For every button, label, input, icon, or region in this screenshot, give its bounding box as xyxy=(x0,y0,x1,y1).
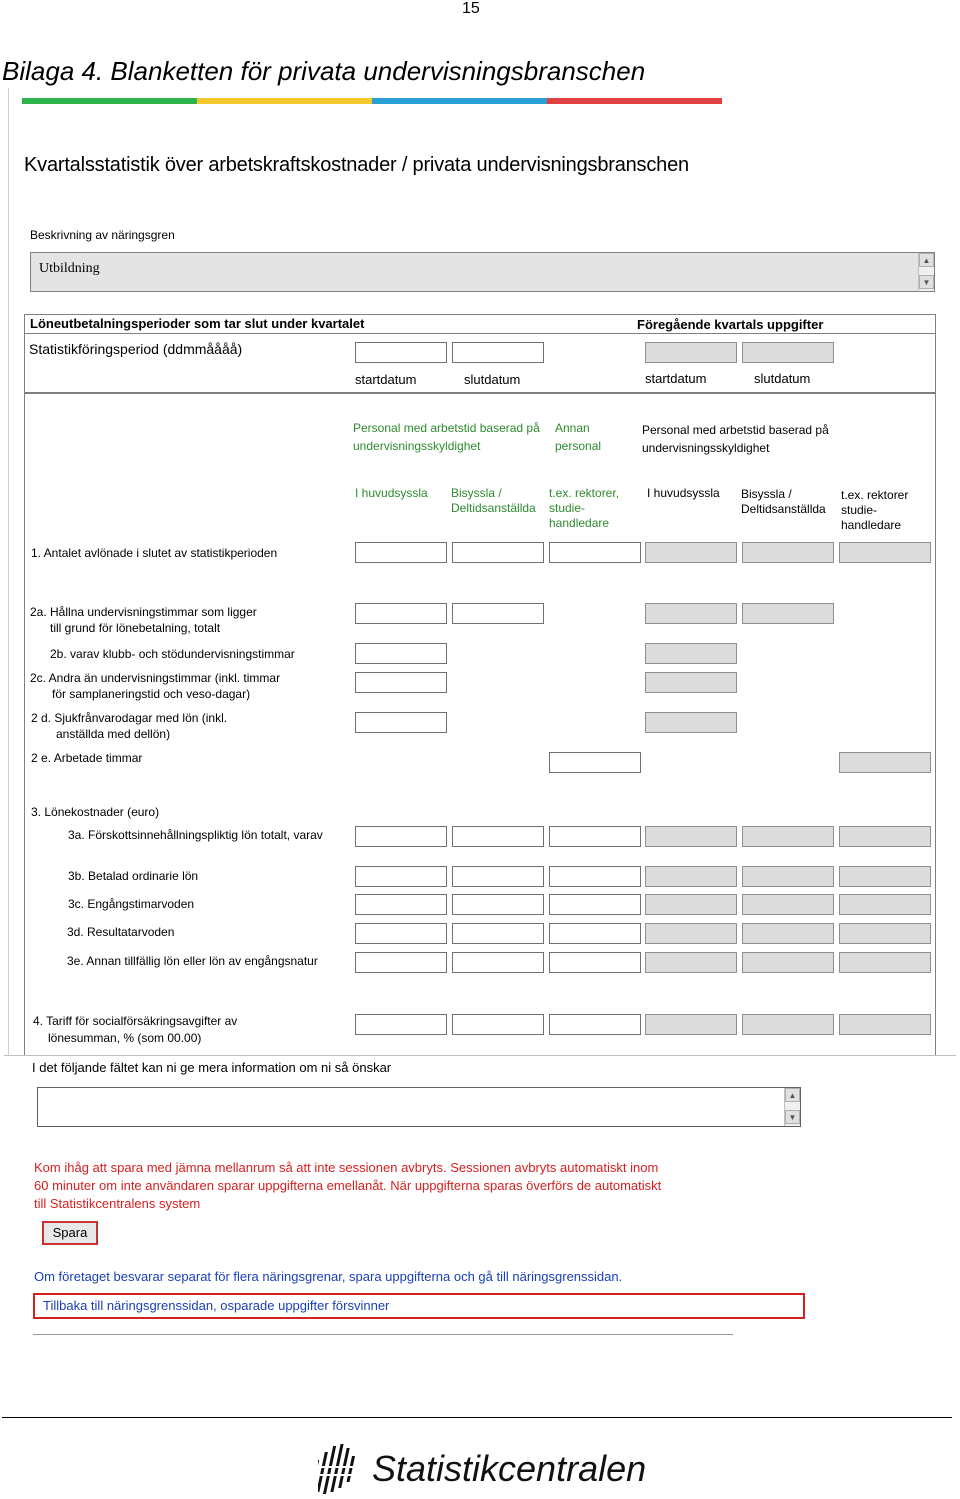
row-4-label-2: lönesumman, % (som 00.00) xyxy=(48,1031,202,1045)
prev-column-principals: t.ex. rektorer studie-handledare xyxy=(841,488,909,532)
prev-start-date-label: startdatum xyxy=(645,371,707,386)
r1-prev-other-input[interactable] xyxy=(839,542,931,563)
r3c-main-input[interactable] xyxy=(355,894,447,915)
start-date-label: startdatum xyxy=(355,372,417,387)
r2e-prev-other-input[interactable] xyxy=(839,752,931,773)
row-1-label: 1. Antalet avlönade i slutet av statistikperioden xyxy=(31,546,278,560)
r3e-side-input[interactable] xyxy=(452,952,544,973)
document-title: Bilaga 4. Blanketten för privata undervisningsbranschen xyxy=(2,56,646,86)
r2a-side-input[interactable] xyxy=(452,603,544,624)
row-2d-label-2: anställda med dellön) xyxy=(56,727,171,741)
row-3a-label: 3a. Förskottsinnehållningspliktig lön totalt, varav xyxy=(68,828,323,842)
r4-side-input[interactable] xyxy=(452,1014,544,1035)
r3b-side-input[interactable] xyxy=(452,866,544,887)
period-header: Löneutbetalningsperioder som tar slut under kvartalet xyxy=(30,316,365,331)
r2a-prev-side-input[interactable] xyxy=(742,603,834,624)
industry-value: Utbildning xyxy=(39,261,100,276)
logo-mark-icon xyxy=(318,1442,360,1496)
r2b-main-input[interactable] xyxy=(355,643,447,664)
row-2c-label-2: för samplaneringstid och veso-dagar) xyxy=(52,687,251,701)
column-principals: t.ex. rektorer, studie-handledare xyxy=(549,486,620,530)
page-number: 15 xyxy=(462,0,480,17)
row-2a-label-2: till grund för lönebetalning, totalt xyxy=(50,621,221,635)
warning-line-2: 60 minuter om inte användaren sparar uppgifterna emellanåt. När uppgifterna sparas överförs de automatiskt xyxy=(34,1178,662,1193)
prev-column-main-job: I huvudsyssla xyxy=(647,486,720,500)
r2a-prev-main-input[interactable] xyxy=(645,603,737,624)
logo-text: Statistikcentralen xyxy=(372,1448,647,1489)
r2b-prev-main-input[interactable] xyxy=(645,643,737,664)
r3c-side-input[interactable] xyxy=(452,894,544,915)
r3d-prev-other-input[interactable] xyxy=(839,923,931,944)
r3e-prev-main-input[interactable] xyxy=(645,952,737,973)
r3a-prev-side-input[interactable] xyxy=(742,826,834,847)
row-4-label-1: 4. Tariff för socialförsäkringsavgifter av xyxy=(33,1014,238,1028)
r3d-main-input[interactable] xyxy=(355,923,447,944)
scroll-up-icon[interactable]: ▲ xyxy=(785,1088,800,1102)
row-2c-label-1: 2c. Andra än undervisningstimmar (inkl. timmar xyxy=(30,671,281,685)
row-2e-label: 2 e. Arbetade timmar xyxy=(31,751,143,765)
form-border xyxy=(8,88,9,1056)
r3e-main-input[interactable] xyxy=(355,952,447,973)
period-start-input[interactable] xyxy=(355,342,447,363)
row-3b-label: 3b. Betalad ordinarie lön xyxy=(68,869,199,883)
industry-label: Beskrivning av näringsgren xyxy=(30,228,175,242)
r2d-main-input[interactable] xyxy=(355,712,447,733)
scroll-up-icon[interactable]: ▲ xyxy=(919,253,934,267)
r3c-prev-other-input[interactable] xyxy=(839,894,931,915)
r3a-other-input[interactable] xyxy=(549,826,641,847)
r3e-prev-side-input[interactable] xyxy=(742,952,834,973)
row-3d-label: 3d. Resultatarvoden xyxy=(67,925,175,939)
r1-prev-main-input[interactable] xyxy=(645,542,737,563)
row-2a-label-1: 2a. Hållna undervisningstimmar som ligger xyxy=(30,605,257,619)
r4-prev-main-input[interactable] xyxy=(645,1014,737,1035)
r3a-prev-main-input[interactable] xyxy=(645,826,737,847)
r4-prev-side-input[interactable] xyxy=(742,1014,834,1035)
r2e-other-input[interactable] xyxy=(549,752,641,773)
prev-end-date-label: slutdatum xyxy=(754,371,811,386)
period-header-divider xyxy=(24,333,936,334)
color-segment-yellow xyxy=(197,98,372,104)
r3a-side-input[interactable] xyxy=(452,826,544,847)
r3a-prev-other-input[interactable] xyxy=(839,826,931,847)
row-3c-label: 3c. Engångstimarvoden xyxy=(68,897,195,911)
scroll-down-icon[interactable]: ▼ xyxy=(785,1110,800,1124)
column-group-prev-teaching-staff: Personal med arbetstid baserad på undervisningsskyldighet xyxy=(642,423,829,455)
prev-period-end-input[interactable] xyxy=(742,342,834,363)
back-to-industry-link[interactable]: Tillbaka till näringsgrenssidan, osparade uppgifter försvinner xyxy=(33,1293,805,1319)
column-group-other-staff: Annan personal xyxy=(555,421,602,453)
r2d-prev-main-input[interactable] xyxy=(645,712,737,733)
brand-color-bar xyxy=(22,98,722,104)
color-segment-green xyxy=(22,98,197,104)
r3c-other-input[interactable] xyxy=(549,894,641,915)
r2c-main-input[interactable] xyxy=(355,672,447,693)
multi-industry-note: Om företaget besvarar separat för flera näringsgrenar, spara uppgifterna och gå till näringsgrenssidan. xyxy=(34,1269,623,1284)
column-group-teaching-staff: Personal med arbetstid baserad på undervisningsskyldighet xyxy=(353,421,540,453)
r1-other-input[interactable] xyxy=(549,542,641,563)
previous-quarter-header: Föregående kvartals uppgifter xyxy=(637,317,824,332)
footer-line xyxy=(2,1417,952,1418)
warning-line-3: till Statistikcentralens system xyxy=(34,1196,201,1211)
row-3e-label: 3e. Annan tillfällig lön eller lön av engångsnatur xyxy=(67,954,318,968)
r3b-main-input[interactable] xyxy=(355,866,447,887)
row-2d-label-1: 2 d. Sjukfrånvarodagar med lön (inkl. xyxy=(31,711,228,725)
prev-period-start-input[interactable] xyxy=(645,342,737,363)
end-date-label: slutdatum xyxy=(464,372,521,387)
r1-main-input[interactable] xyxy=(355,542,447,563)
r3d-prev-main-input[interactable] xyxy=(645,923,737,944)
r3c-prev-side-input[interactable] xyxy=(742,894,834,915)
industry-scrollbar[interactable] xyxy=(918,253,934,291)
r3b-other-input[interactable] xyxy=(549,866,641,887)
column-side-job: Bisyssla / Deltidsanställda xyxy=(451,486,536,515)
form-title: Kvartalsstatistik över arbetskraftskostnader / privata undervisningsbranschen xyxy=(24,154,689,176)
r3d-other-input[interactable] xyxy=(549,923,641,944)
section-divider xyxy=(4,1055,956,1056)
r3d-prev-side-input[interactable] xyxy=(742,923,834,944)
period-end-input[interactable] xyxy=(452,342,544,363)
r3b-prev-main-input[interactable] xyxy=(645,866,737,887)
r4-prev-other-input[interactable] xyxy=(839,1014,931,1035)
r3e-other-input[interactable] xyxy=(549,952,641,973)
r3b-prev-other-input[interactable] xyxy=(839,866,931,887)
row-3-label: 3. Lönekostnader (euro) xyxy=(31,805,160,819)
r3c-prev-main-input[interactable] xyxy=(645,894,737,915)
r2c-prev-main-input[interactable] xyxy=(645,672,737,693)
prev-column-side-job: Bisyssla / Deltidsanställda xyxy=(741,487,826,516)
column-main-job: I huvudsyssla xyxy=(355,486,428,500)
r4-main-input[interactable] xyxy=(355,1014,447,1035)
r1-prev-side-input[interactable] xyxy=(742,542,834,563)
row-2b-label: 2b. varav klubb- och stödundervisningstimmar xyxy=(50,647,295,661)
r3e-prev-other-input[interactable] xyxy=(839,952,931,973)
bottom-separator xyxy=(33,1334,733,1335)
r4-other-input[interactable] xyxy=(549,1014,641,1035)
period-label: Statistikföringsperiod (ddmmåååå) xyxy=(29,341,243,357)
extra-info-scrollbar[interactable] xyxy=(784,1088,800,1126)
scroll-down-icon[interactable]: ▼ xyxy=(919,275,934,289)
r3b-prev-side-input[interactable] xyxy=(742,866,834,887)
statistikcentralen-logo xyxy=(318,1442,646,1496)
extra-info-textarea[interactable] xyxy=(37,1087,801,1127)
save-button[interactable]: Spara xyxy=(42,1221,98,1245)
r2a-main-input[interactable] xyxy=(355,603,447,624)
r3d-side-input[interactable] xyxy=(452,923,544,944)
r1-side-input[interactable] xyxy=(452,542,544,563)
warning-line-1: Kom ihåg att spara med jämna mellanrum så att inte sessionen avbryts. Sessionen avbryts automatiskt inom xyxy=(34,1160,659,1175)
industry-textarea[interactable] xyxy=(30,252,935,292)
color-segment-red xyxy=(547,98,722,104)
r3a-main-input[interactable] xyxy=(355,826,447,847)
color-segment-blue xyxy=(372,98,547,104)
extra-info-label: I det följande fältet kan ni ge mera information om ni så önskar xyxy=(32,1060,392,1075)
